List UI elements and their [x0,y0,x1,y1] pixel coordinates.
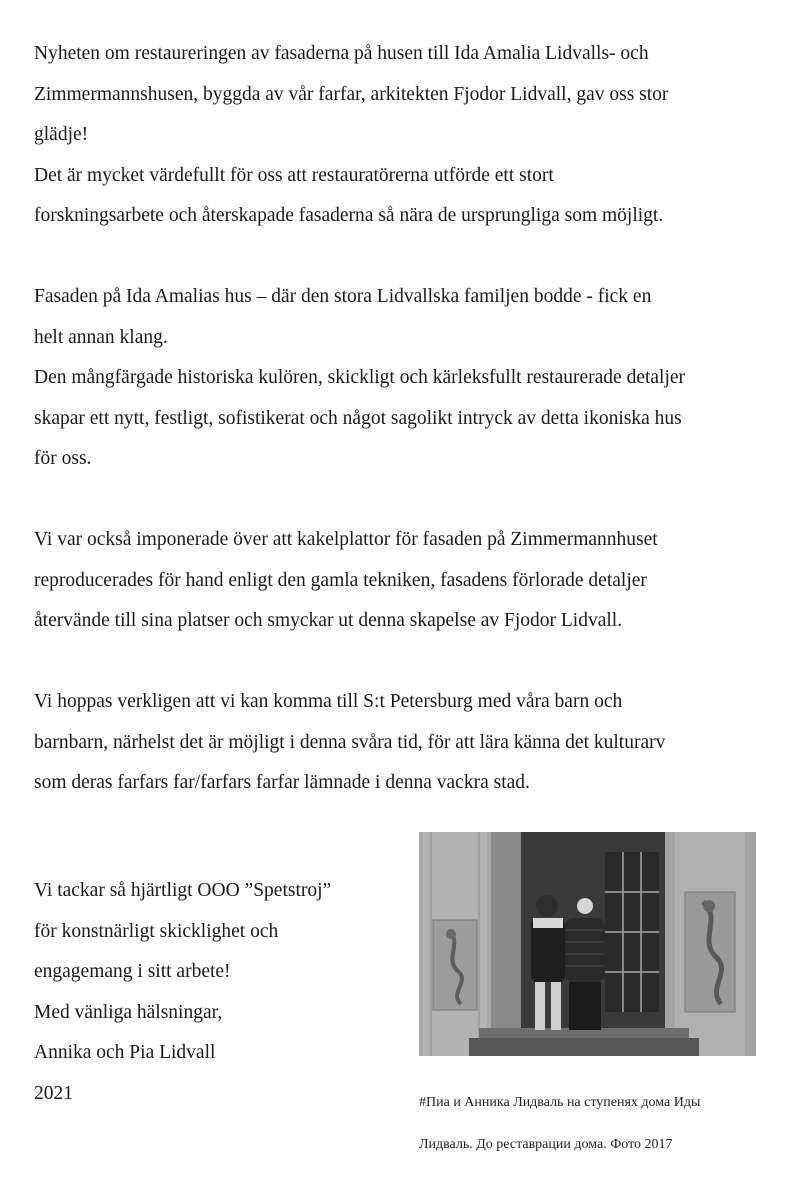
letter-line: Vi var också imponerade över att kakelplattor för fasaden på Zimmermannhuset [34,529,658,550]
caption-line-2: Лидваль. До реставрации дома. Фото 2017 [419,1137,673,1152]
paragraph-gap [34,237,774,278]
letter-line: Nyheten om restaureringen av fasaderna på husen till Ida Amalia Lidvalls- och [34,43,649,64]
letter-body [34,34,774,804]
letter-year: 2021 [34,1082,73,1104]
letter-line: Det är mycket värdefullt för oss att restauratörerna utförde ett stort [34,164,554,186]
letter-line: Den mångfärgade historiska kulören, skickligt och kärleksfullt restaurerade detaljer [34,367,686,388]
step-lower [469,1038,699,1056]
signature: Annika och Pia Lidvall [34,1042,216,1063]
letter-line: Vi hoppas verkligen att vi kan komma till S:t Petersburg med våra barn och [34,691,623,712]
paragraph-gap [34,480,774,521]
letter-line: helt annan klang. [34,326,168,348]
letter-line: som deras farfars far/farfars farfar lämnade i denna vackra stad. [34,772,530,793]
letter-line: forskningsarbete och återskapade fasaderna så nära de ursprungliga som möjligt. [34,205,664,226]
signoff-line: för konstnärligt skicklighet och [34,920,279,942]
signoff-line: Med vänliga hälsningar, [34,1001,223,1023]
photo-illustration [419,832,756,1056]
signoff-block [34,871,331,1114]
caption-line-1: #Пиа и Анника Лидваль на ступенях дома Иды [419,1095,701,1110]
letter-line: för oss. [34,448,92,469]
letter-line: Fasaden på Ida Amalias hus – där den stora Lidvallska familjen bodde - fick en [34,286,652,307]
photo-caption [419,1082,769,1166]
letter-line: återvände till sina platser och smyckar ut denna skapelse av Fjodor Lidvall. [34,610,623,631]
door-jamb-left [491,832,521,1056]
letter-line: barnbarn, närhelst det är möjligt i denna svåra tid, för att lära känna det kulturarv [34,731,666,753]
signoff-line: engagemang i sitt arbete! [34,961,231,982]
signoff-line: Vi tackar så hjärtligt OOO ”Spetstroj” [34,880,332,901]
paragraph-gap [34,642,774,683]
letter-line: Zimmermannshusen, byggda av vår farfar, arkitekten Fjodor Lidvall, gav oss stor [34,83,669,105]
letter-line: skapar ett nytt, festligt, sofistikerat och något sagolikt intryck av detta ikoniska hus [34,407,682,429]
family-photo [419,832,756,1056]
letter-line: reproducerades för hand enligt den gamla tekniken, fasadens förlorade detaljer [34,569,647,591]
letter-line: glädje! [34,124,89,145]
